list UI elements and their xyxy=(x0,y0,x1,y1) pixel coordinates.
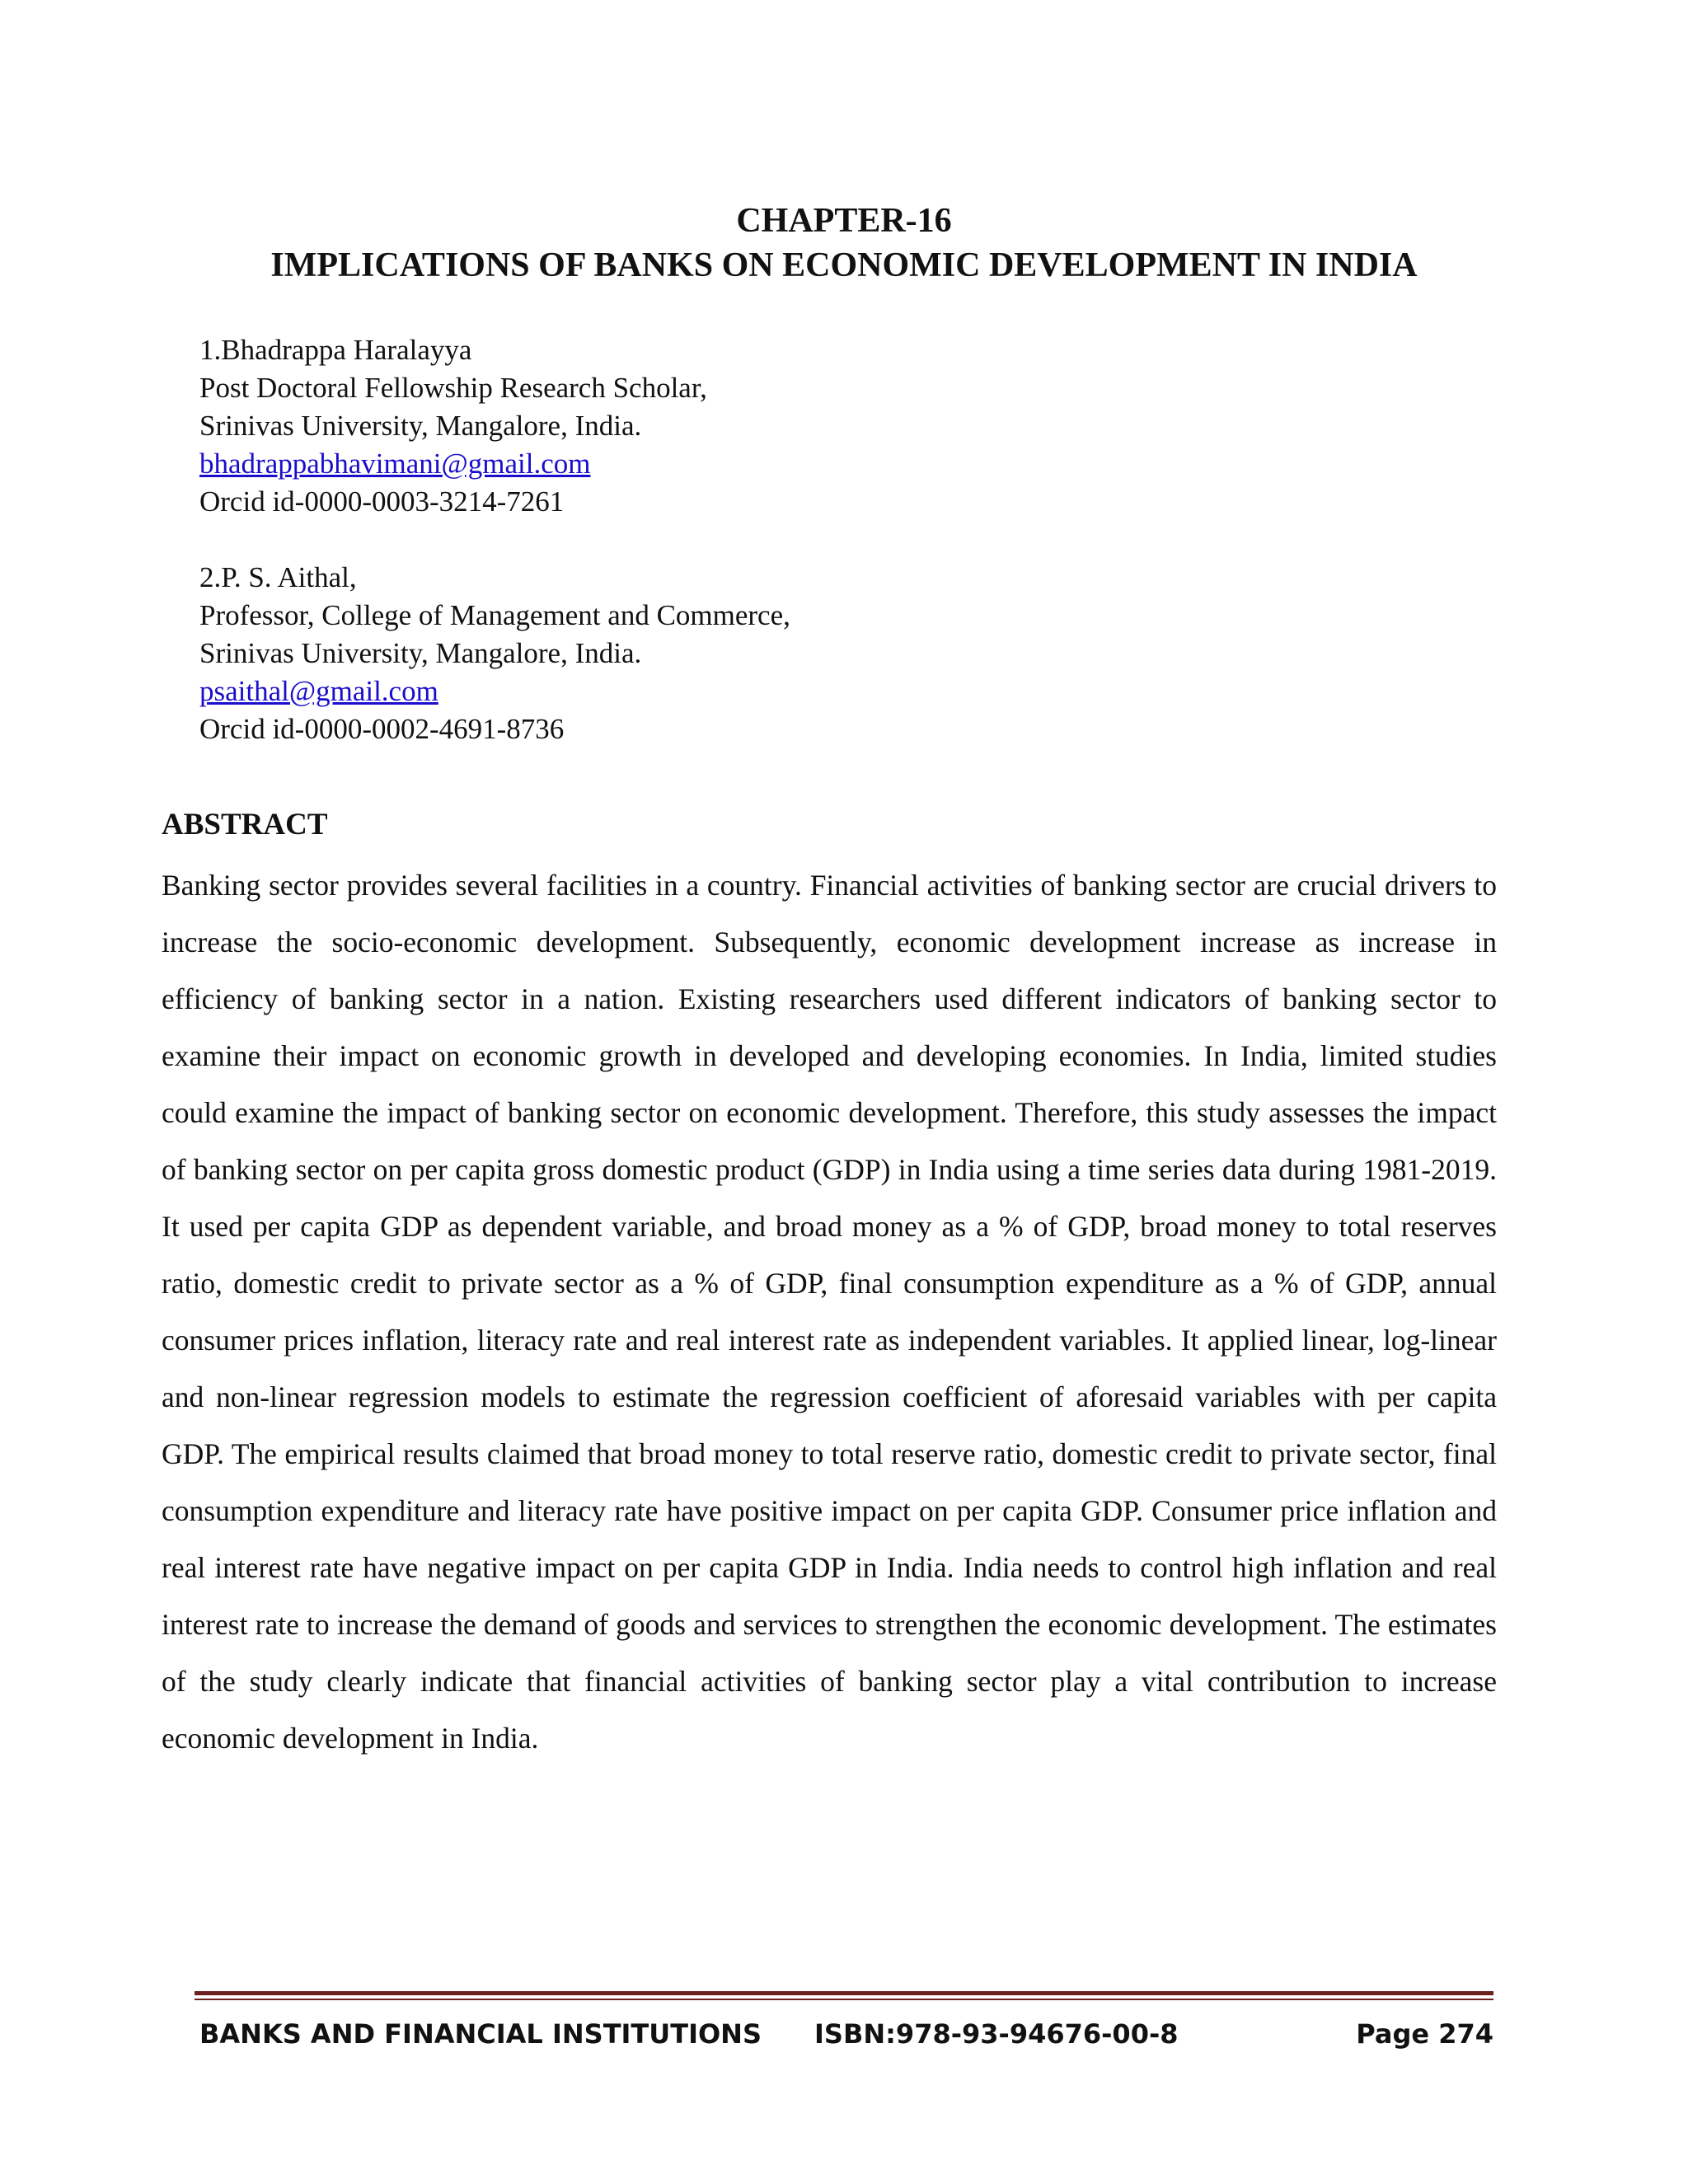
footer-page-number: Page 274 xyxy=(1356,2018,1493,2050)
abstract-heading: ABSTRACT xyxy=(162,808,328,841)
author-name: 1.Bhadrappa Haralayya xyxy=(199,334,472,366)
footer-divider-thin xyxy=(195,1999,1493,2000)
author-name: 2.P. S. Aithal, xyxy=(199,561,357,593)
author-position: Professor, College of Management and Commerce, xyxy=(199,599,790,631)
footer-isbn: ISBN:978-93-94676-00-8 xyxy=(814,2018,1179,2050)
chapter-title: IMPLICATIONS OF BANKS ON ECONOMIC DEVELOPMENT IN INDIA xyxy=(270,246,1418,284)
footer-book-title: BANKS AND FINANCIAL INSTITUTIONS xyxy=(199,2018,762,2050)
author-orcid: Orcid id-0000-0003-3214-7261 xyxy=(199,485,565,518)
chapter-number: CHAPTER-16 xyxy=(736,202,952,240)
author-block-2 xyxy=(199,559,790,748)
author-email-link[interactable]: psaithal@gmail.com xyxy=(199,675,438,707)
author-block-1 xyxy=(199,331,707,521)
abstract-text: Banking sector provides several facilities in a country. Financial activities of banking sector are crucial drivers to increase the socio-economic development. Subsequently, economic development increase as increase in efficiency of banking sector in a nation. Existing researchers used different indicators of banking sector to examine their impact on economic growth in developed and developing economies. In India, limited studies could examine the impact of banking sector on economic development. Therefore, this study assesses the impact of banking sector on per capita gross domestic product (GDP) in India using a time series data during 1981-2019. It used per capita GDP as dependent variable, and broad money as a % of GDP, broad money to total reserves ratio, domestic credit to private sector as a % of GDP, final consumption expenditure as a % of GDP, annual consumer prices inflation, literacy rate and real interest rate as independent variables. It applied linear, log-linear and non-linear regression models to estimate the regression coefficient of aforesaid variables with per capita GDP. The empirical results claimed that broad money to total reserve ratio, domestic credit to private sector, final consumption expenditure and literacy rate have positive impact on per capita GDP. Consumer price inflation and real interest rate have negative impact on per capita GDP in India. India needs to control high inflation and real interest rate to increase the demand of goods and services to strengthen the economic development. The estimates of the study clearly indicate that financial activities of banking sector play a vital contribution to increase economic development in India. xyxy=(162,869,1497,1755)
author-affiliation: Srinivas University, Mangalore, India. xyxy=(199,410,642,442)
author-email-link[interactable]: bhadrappabhavimani@gmail.com xyxy=(199,448,591,480)
author-position: Post Doctoral Fellowship Research Scholar, xyxy=(199,372,707,404)
author-affiliation: Srinivas University, Mangalore, India. xyxy=(199,637,642,669)
author-orcid: Orcid id-0000-0002-4691-8736 xyxy=(199,713,565,745)
footer-divider xyxy=(195,1991,1493,1995)
